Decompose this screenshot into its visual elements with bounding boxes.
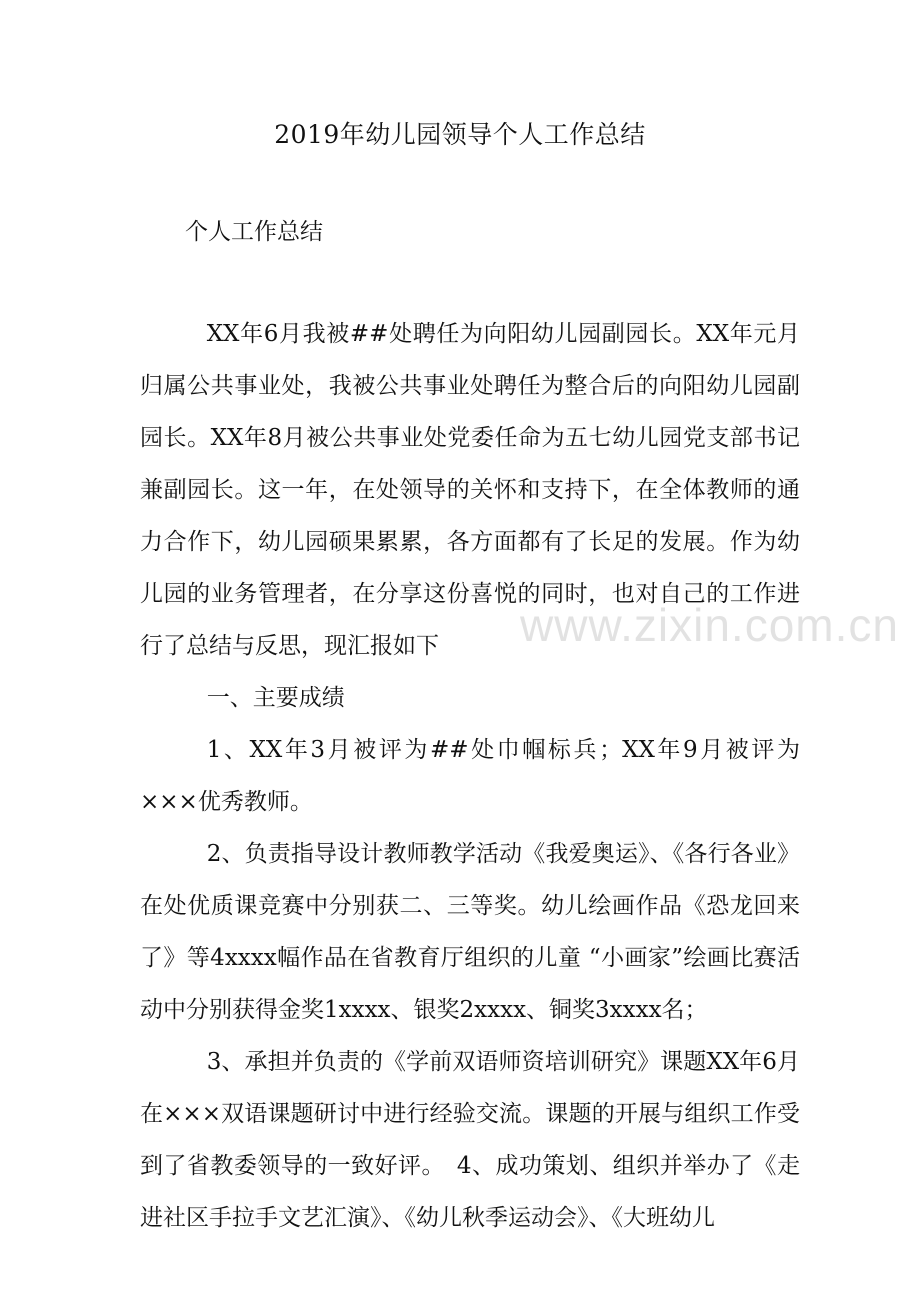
document-body <box>140 308 800 1244</box>
paragraph-item-3: 3、承担并负责的《学前双语师资培训研究》课题XX年6月在×××双语课题研讨中进行经验交流。课题的开展与组织工作受到了省教委领导的一致好评。 4、成功策划、组织并举办了《走进社区手拉手文艺汇演》、《幼儿秋季运动会》、《大班幼儿 <box>140 1049 800 1231</box>
paragraph-item-2: 2、负责指导设计教师教学活动《我爱奥运》、《各行各业》在处优质课竞赛中分别获二、三等奖。幼儿绘画作品《恐龙回来了》等4xxxx幅作品在省教育厅组织的儿童 “小画家”绘画比赛活动中分别获得金奖1xxxx、银奖2xxxx、铜奖3xxxx名； <box>140 841 800 1023</box>
paragraph-item-1: 1、XX年3月被评为##处巾帼标兵；XX年9月被评为×××优秀教师。 <box>140 737 800 815</box>
document-title: 2019年幼儿园领导个人工作总结 <box>274 120 646 149</box>
paragraph-intro: XX年6月我被##处聘任为向阳幼儿园副园长。XX年元月归属公共事业处，我被公共事业处聘任为整合后的向阳幼儿园副园长。XX年8月被公共事业处党委任命为五七幼儿园党支部书记兼副园长。这一年，在处领导的关怀和支持下，在全体教师的通力合作下，幼儿园硕果累累，各方面都有了长足的发展。作为幼儿园的业务管理者，在分享这份喜悦的同时，也对自己的工作进行了总结与反思，现汇报如下 <box>140 321 800 659</box>
document-subtitle: 个人工作总结 <box>185 219 323 245</box>
watermark: www.zixin.com.cn <box>520 599 899 651</box>
section-heading: 一、主要成绩 <box>206 685 345 711</box>
